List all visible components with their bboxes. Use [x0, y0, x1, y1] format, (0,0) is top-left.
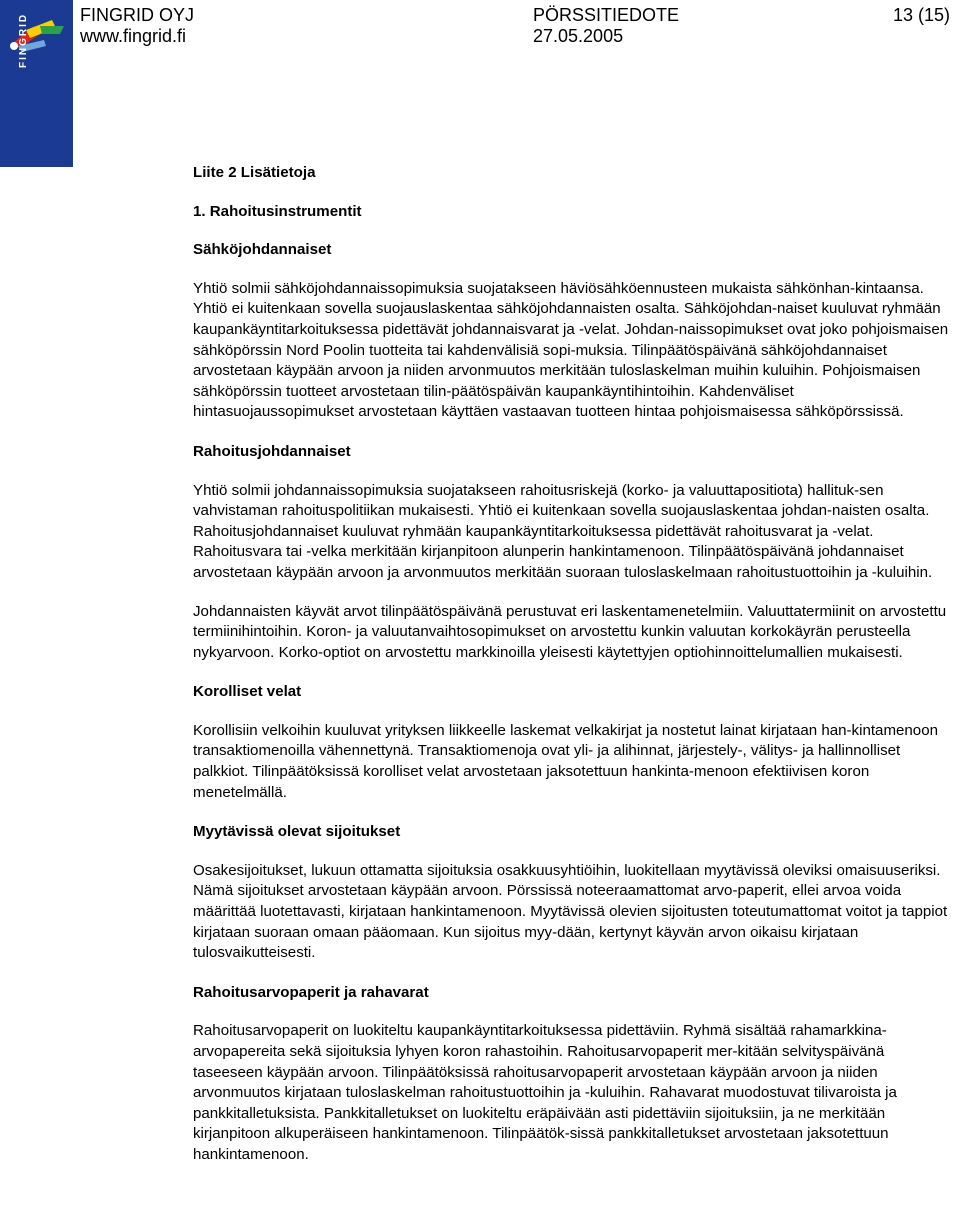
paragraph: Osakesijoitukset, lukuun ottamatta sijoituksia osakkuusyhtiöihin, luokitellaan myytävissä oleviksi omaisuuseriksi. Nämä sijoitukset arvostetaan käypään arvoon. Pörssissä noteeraamattomat arvo-paperit, ellei arvoa voida määrittää luotettavasti, kirjataan hankintamenoon. Myytävissä olevien sijoitusten toteutumattomat voitot ja tappiot kirjataan suoraan omaan pääomaan. Kun sijoitus myy-dään, kertynyt käyvän arvon oikaisu kirjataan tulosvaikutteisesti. — [193, 861, 948, 962]
header-doc-block — [533, 5, 679, 47]
paragraph: Korollisiin velkoihin kuuluvat yrityksen liikkeelle laskemat velkakirjat ja nostetut lainat kirjataan han-kintamenoon transaktiomenoilla vähennettynä. Transaktiomenoja ovat yli- ja alihinnat, järjestely-, välitys- ja hallinnolliset palkkiot. Tilinpäätöksissä korolliset velat arvostetaan jaksotettuun hankinta-menoon efektiivisen koron menetelmällä. — [193, 721, 938, 801]
page-header — [80, 5, 950, 49]
fingrid-wordmark-text: FINGRID — [18, 12, 29, 68]
page-number: 13 (15) — [892, 5, 950, 25]
paragraph: Yhtiö solmii johdannaissopimuksia suojatakseen rahoitusriskejä (korko- ja valuuttapositiota) hallituk-sen vahvistaman rahoituspolitiikan mukaisesti. Yhtiö ei kuitenkaan sovella suojauslaskentaa johdan-naisten osalta. Rahoitusjohdannaiset kuuluvat ryhmään kaupankäyntitarkoituksessa pidettävät rahoitusvarat ja -velat. Rahoitusvara tai -velka merkitään kirjanpitoon alunperin hankintamenoon. Tilinpäätöspäivänä johdannaiset arvostetaan käypään arvoon ja arvonmuutos merkitään suoraan tuloslaskelmaan rahoitustuottoihin ja -kuluihin. — [193, 481, 933, 581]
heading-myytavissa-olevat-sijoitukset: Myytävissä olevat sijoitukset — [193, 823, 401, 841]
section-title: 1. Rahoitusinstrumentit — [193, 202, 362, 220]
appendix-title: Liite 2 Lisätietoja — [193, 164, 316, 181]
company-website: www.fingrid.fi — [80, 26, 187, 46]
paragraph: Johdannaisten käyvät arvot tilinpäätöspäivänä perustuvat eri laskentamenetelmiin. Valuuttatermiinit on arvostettu termiinihintoihin. Koron- ja valuutanvaihtosopimukset on arvostettu kunkin valuutan korkokäyrän perusteella nykyarvoon. Korko-optiot on arvostettu markkinoilla yleisesti käytettyjen optiohinnoittelumallien mukaisesti. — [193, 602, 947, 661]
fingrid-wordmark — [0, 0, 40, 70]
document-date: 27.05.2005 — [533, 26, 624, 46]
header-company-block — [80, 5, 194, 47]
fingrid-logo — [0, 0, 73, 167]
paragraph: Rahoitusarvopaperit on luokiteltu kaupankäyntitarkoituksessa pidettäviin. Ryhmä sisältää rahamarkkina-arvopapereita sekä sijoituksia lyhyen koron rahastoihin. Rahoitusarvopaperit mer-kitään selvityspäivänä taseeseen käypään arvoon. Tilinpäätöksissä rahoitusarvopaperit arvostetaan käypään arvoon ja niiden arvonmuutos kirjataan tuloslaskelman rahoitustuottoihin ja -kuluihin. Rahavarat muodostuvat tilivaroista ja pankkitalletuksista. Pankkitalletukset on luokiteltu eräpäivään asti pidettäviin sijoituksiin, ja ne merkitään kirjanpitoon alkuperäiseen hankintamenoon. Tilinpäätök-sissä pankkitalletukset arvostetaan jaksotettuun hankintamenoon. — [193, 1022, 897, 1163]
document-type: PÖRSSITIEDOTE — [533, 5, 680, 25]
heading-rahoitusjohdannaiset: Rahoitusjohdannaiset — [193, 442, 351, 460]
heading-rahoitusarvopaperit-ja-rahavarat: Rahoitusarvopaperit ja rahavarat — [193, 983, 429, 1001]
company-name: FINGRID OYJ — [80, 5, 195, 25]
heading-sahkojohdannaiset: Sähköjohdannaiset — [193, 241, 332, 259]
document-body — [193, 163, 953, 1166]
heading-korolliset-velat: Korolliset velat — [193, 683, 302, 701]
paragraph: Yhtiö solmii sähköjohdannaissopimuksia suojatakseen häviösähköennusteen mukaista sähkönhan-kintaansa. Yhtiö ei kuitenkaan sovella suojauslaskentaa sähköjohdannaisten osalta. Sähköjohdan-naiset kuuluvat ryhmään kaupankäyntitarkoituksessa pidettävät johdannaisvarat ja -velat. Johdan-naissopimukset ovat joko pohjoismaisen sähköpörssin Nord Poolin tuotteita tai kahdenvälisiä sopi-muksia. Tilinpäätöspäivänä sähköjohdannaiset arvostetaan käypään arvoon ja niiden arvonmuutos merkitään tuloslaskelman muihin kuluihin. Pohjoismaisen sähköpörssin tuotteet arvostetaan tilin-päätöspäivän kaupankäyntihintoihin. Kahdenväliset hintasuojaussopimukset arvostetaan käyttäen vastaavan tuotteen hintaa pohjoismaisessa sähköpörssissä. — [193, 279, 949, 421]
header-page-block — [893, 5, 950, 26]
